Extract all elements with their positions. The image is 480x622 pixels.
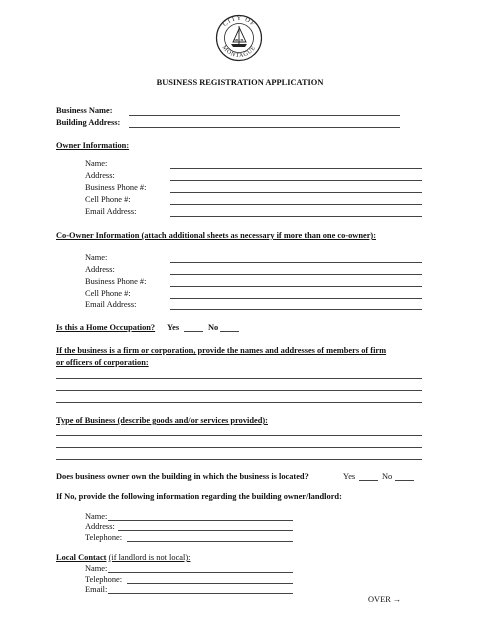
owner-name-label: Name:	[85, 159, 108, 168]
building-address-label: Building Address:	[56, 118, 121, 127]
firm-heading-line1: If the business is a firm or corporation, provide the names and addresses of members of firm	[56, 346, 387, 355]
owner-address-field[interactable]	[170, 180, 422, 181]
coowner-name-field[interactable]	[170, 262, 422, 263]
coowner-address-field[interactable]	[170, 274, 422, 275]
coowner-email-label: Email Address:	[85, 300, 137, 309]
building-owner-question: Does business owner own the building in which the business is located?	[56, 472, 309, 481]
svg-text:MONTAGUE: MONTAGUE	[220, 44, 258, 60]
coowner-name-label: Name:	[85, 253, 108, 262]
home-occupation-question	[56, 323, 155, 333]
landlord-address-field[interactable]	[118, 530, 293, 531]
owner-email-label: Email Address:	[85, 207, 137, 216]
owner-business-phone-label: Business Phone #:	[85, 183, 147, 192]
home-occupation-yes-label: Yes	[167, 323, 180, 332]
local-contact-name-label: Name:	[85, 564, 108, 573]
local-contact-telephone-field[interactable]	[127, 583, 293, 584]
local-contact-note: (if landlord is not local):	[108, 553, 191, 562]
svg-text:CITY OF: CITY OF	[221, 14, 257, 29]
coowner-cell-phone-field[interactable]	[170, 298, 422, 299]
home-occupation-yes-field[interactable]	[184, 331, 203, 332]
building-owner-no-field[interactable]	[395, 480, 414, 481]
svg-text:MICH.: MICH.	[234, 38, 244, 42]
local-contact-email-field[interactable]	[108, 593, 293, 594]
form-title: BUSINESS REGISTRATION APPLICATION	[156, 78, 324, 87]
landlord-name-label: Name:	[85, 512, 108, 521]
owner-cell-phone-field[interactable]	[170, 204, 422, 205]
coowner-address-label: Address:	[85, 265, 115, 274]
home-occupation-label: Is this a Home Occupation?	[56, 323, 156, 332]
owner-address-label: Address:	[85, 171, 115, 180]
local-contact-label: Local Contact	[56, 553, 107, 562]
firm-line-2[interactable]	[56, 390, 422, 391]
business-name-field[interactable]	[129, 115, 400, 116]
type-of-business-heading: Type of Business (describe goods and/or services provided):	[56, 416, 268, 425]
over-indicator: OVER →	[368, 595, 402, 604]
home-occupation-no-label: No	[208, 323, 219, 332]
owner-business-phone-field[interactable]	[170, 192, 422, 193]
landlord-address-label: Address:	[85, 522, 115, 531]
building-address-field[interactable]	[129, 127, 400, 128]
type-of-business-line-3[interactable]	[56, 459, 422, 460]
business-name-label: Business Name:	[56, 106, 113, 115]
landlord-name-field[interactable]	[108, 520, 293, 521]
building-owner-yes-label: Yes	[343, 472, 356, 481]
building-owner-no-label: No	[382, 472, 393, 481]
coowner-email-field[interactable]	[170, 309, 422, 310]
coowner-business-phone-label: Business Phone #:	[85, 277, 147, 286]
firm-heading-line2: or officers of corporation:	[56, 358, 149, 367]
local-contact-telephone-label: Telephone:	[85, 575, 123, 584]
owner-email-field[interactable]	[170, 216, 422, 217]
coowner-heading: Co-Owner Information (attach additional sheets as necessary if more than one co-owner):	[56, 231, 376, 240]
owner-heading: Owner Information:	[56, 141, 130, 150]
coowner-cell-phone-label: Cell Phone #:	[85, 289, 131, 298]
local-contact-heading	[56, 553, 190, 563]
landlord-telephone-label: Telephone:	[85, 533, 123, 542]
building-owner-yes-field[interactable]	[359, 480, 378, 481]
owner-name-field[interactable]	[170, 168, 422, 169]
city-seal-logo	[215, 14, 263, 62]
type-of-business-line-2[interactable]	[56, 447, 422, 448]
landlord-telephone-field[interactable]	[127, 541, 293, 542]
local-contact-name-field[interactable]	[108, 572, 293, 573]
owner-cell-phone-label: Cell Phone #:	[85, 195, 131, 204]
home-occupation-no-field[interactable]	[220, 331, 239, 332]
coowner-business-phone-field[interactable]	[170, 286, 422, 287]
local-contact-email-label: Email:	[85, 585, 108, 594]
firm-line-1[interactable]	[56, 378, 422, 379]
type-of-business-line-1[interactable]	[56, 435, 422, 436]
if-no-instruction: If No, provide the following information regarding the building owner/landlord:	[56, 492, 342, 501]
firm-line-3[interactable]	[56, 402, 422, 403]
